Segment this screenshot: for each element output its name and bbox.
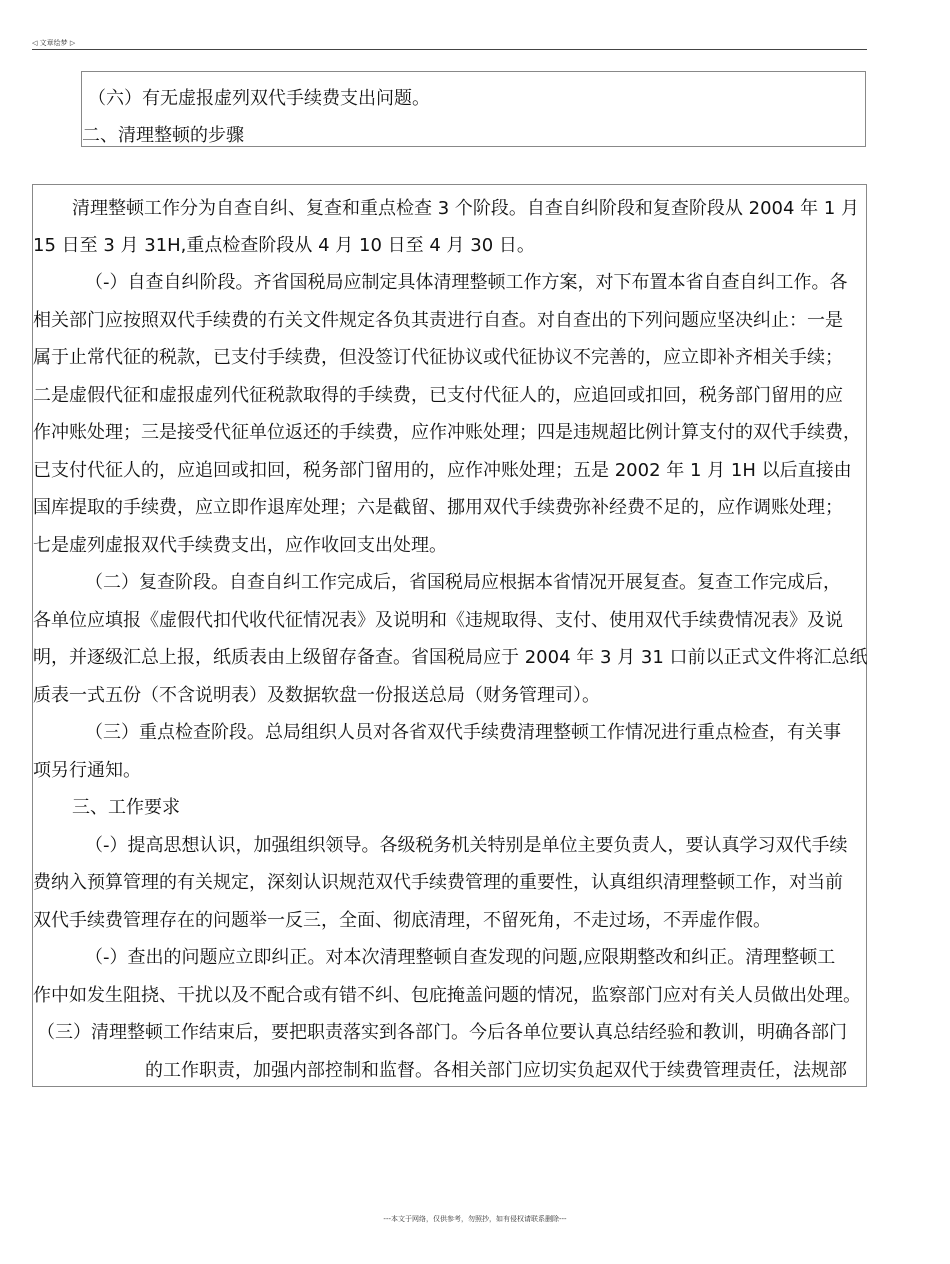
body-line: 相关部门应按照双代手续费的冇关文件规定各负其责进行自查。对自查出的下列问题应坚决纠止：一是 — [33, 310, 843, 331]
body-line: 国库提取的手续费，应立即作退库处理；六是截留、挪用双代手续费弥补经费不足的，应作调账处理； — [33, 497, 843, 518]
main-text-box — [32, 184, 867, 1087]
section-two-heading: 二、清理整顿的步骤 — [82, 125, 244, 146]
body-line: 的工作职责，加强内部控制和监督。各相关部门应切实负起双代于续费管理责任，法规部 — [145, 1060, 847, 1081]
body-line: 明，并逐级汇总上报，纸质表由上级留存备查。省国税局应于 2004 年 3 月 31 口前以正式文件将汇总纸 — [33, 647, 868, 668]
left-triangle-icon: ◁ — [32, 39, 38, 47]
body-line: 作冲账处理；三是接受代征单位返还的手续费，应作冲账处理；四是违规超比例计算支付的双代手续费， — [33, 422, 861, 443]
body-line: 质表一式五份（不含说明表）及数据软盘一份报送总局（财务管理司）。 — [33, 685, 600, 706]
body-line: 七是虚列虚报双代手续费支出，应作收回支出处理。 — [33, 535, 447, 556]
body-line: 已支付代征人的，应追回或扣回，税务部门留用的，应作冲账处理；五是 2002 年 1 月 1H 以后直接由 — [33, 460, 852, 481]
top-text-box — [81, 71, 866, 147]
body-line: 费纳入预算管理的有关规定，深刻认识规范双代手续费管理的重要性，认真组织清理整顿工作，对当前 — [33, 872, 843, 893]
body-line: （-）自查自纠阶段。齐省国税局应制定具体清理整顿工作方案，对下布置本省自查自纠工作。各 — [85, 272, 848, 293]
body-line: （-）提高思想认识，加强组织领导。各级税务机关特别是单位主要负责人，要认真学习双代手续 — [85, 835, 848, 856]
body-line: 双代手续费管理存在的问题举一反三，全面、彻底清理，不留死角，不走过场，不弄虚作假。 — [33, 910, 771, 931]
body-line: 项另行通知。 — [33, 760, 141, 781]
body-line: （-）查出的问题应立即纠正。对本次清理整顿自查发现的问题,应限期整改和纠正。清理整顿工 — [85, 947, 836, 968]
item-six-line: （六）有无虚报虚列双代手续费支出问题。 — [88, 88, 430, 109]
body-line: 清理整顿工作分为自查自纠、复查和重点检查 3 个阶段。自查自纠阶段和复查阶段从 2004 年 1 月 — [72, 198, 860, 219]
body-line: 作中如发生阻挠、干扰以及不配合或有错不纠、包庇掩盖问题的情况，监察部门应对有关人员做出处理。 — [33, 985, 861, 1006]
header-text: 文章绘梦 — [39, 39, 68, 47]
right-triangle-icon: ▷ — [69, 39, 76, 47]
body-line: 二是虚假代征和虚报虚列代征税款取得的手续费，已支付代征人的，应追回或扣回，税务部门留用的应 — [33, 385, 843, 406]
body-line: 各单位应填报《虚假代扣代收代征情况表》及说明和《违规取得、支付、使用双代手续费情况表》及说 — [33, 610, 843, 631]
page-header — [32, 37, 867, 50]
page-footer: ---本文于网络，仅供参考，勿照抄，如有侵权请联系删除--- — [383, 1215, 567, 1223]
body-line: 15 日至 3 月 31H,重点检查阶段从 4 月 10 日至 4 月 30 日。 — [33, 235, 535, 256]
body-line: 属于止常代征的税款，已支付手续费，但没签订代征协议或代征协议不完善的，应立即补齐相关手续； — [33, 347, 843, 368]
body-line: （三）清理整顿工作结束后，要把职责落实到各部门。今后各单位要认真总结经验和教训，明确各部门 — [37, 1022, 847, 1043]
body-line: （三）重点检查阶段。总局组织人员对各省双代手续费清理整顿工作情况进行重点检查，有关事 — [85, 722, 841, 743]
section-three-heading: 三、工作要求 — [72, 797, 180, 818]
body-line: （二）复查阶段。自查自纠工作完成后，省国税局应根据本省情况开展复查。复查工作完成后， — [85, 572, 841, 593]
